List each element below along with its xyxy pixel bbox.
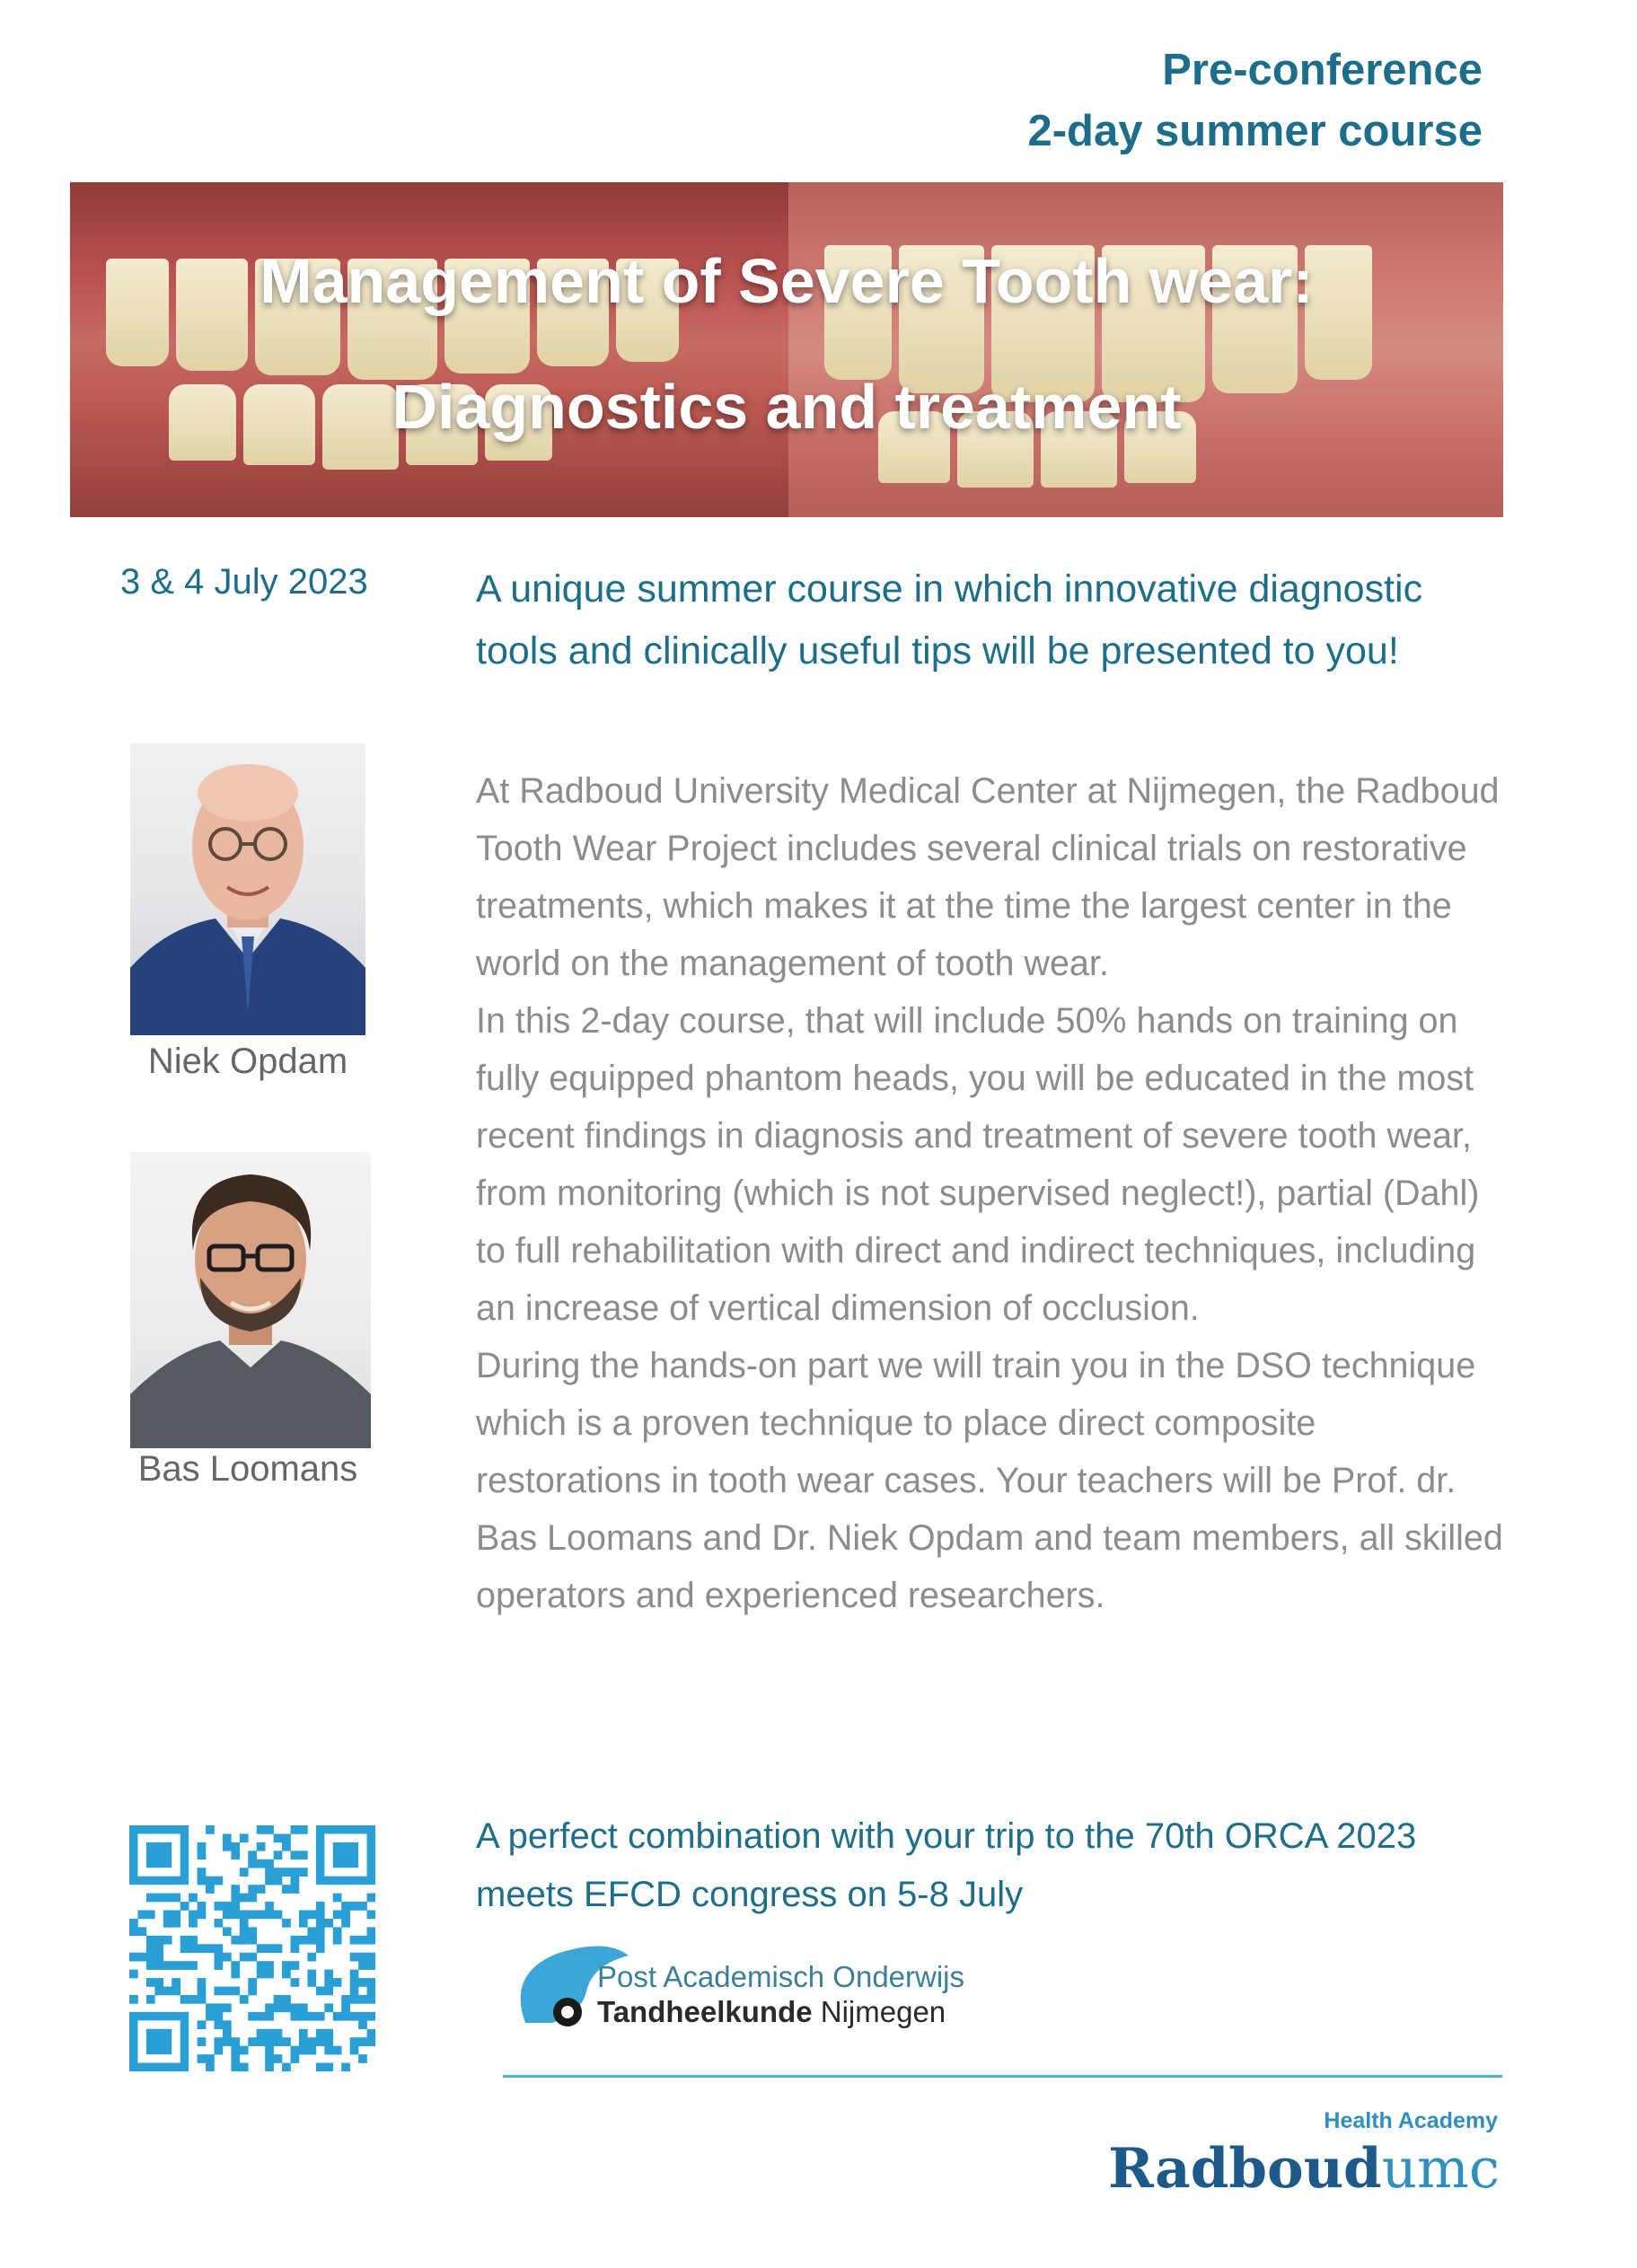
poa-logo-line2 <box>597 1995 946 2029</box>
description-paragraph-2: In this 2-day course, that will include 50% hands on training on fully equipped phantom heads, you will be educated in the most recent findings in diagnosis and treatment of severe tooth wear, from monitoring (which is not supervised neglect!), partial (Dahl) to full rehabilitation with direct and indirect techniques, including an increase of vertical dimension of occlusion. <box>476 1001 1480 1328</box>
banner-title-line1: Management of Severe Tooth wear: <box>260 246 1314 316</box>
speaker-name-bas-loomans: Bas Loomans <box>137 1449 358 1489</box>
umc-wordmark: umc <box>1381 2137 1500 2201</box>
course-date: 3 & 4 July 2023 <box>120 562 368 602</box>
poa-logo-tandheelkunde: Tandheelkunde <box>597 1995 813 2028</box>
banner-title-line2: Diagnostics and treatment <box>392 372 1182 442</box>
speaker-name-niek-opdam: Niek Opdam <box>147 1042 348 1081</box>
portrait-illustration <box>130 743 365 1035</box>
health-academy-label: Health Academy <box>1324 2108 1498 2133</box>
summer-course-label: 2-day summer course <box>1027 107 1483 155</box>
course-description <box>476 762 1509 1624</box>
course-type-heading <box>1027 40 1483 162</box>
lead-intro: A unique summer course in which innovative diagnostic tools and clinically useful tips will be presented to you! <box>476 567 1423 672</box>
qr-code-graphic <box>129 1825 375 2071</box>
divider-line <box>503 2075 1502 2078</box>
banner-teeth-image <box>70 182 1503 517</box>
speaker-photo-niek-opdam <box>130 743 365 1035</box>
radboud-wordmark: Radboud <box>1108 2137 1382 2201</box>
description-paragraph-1: At Radboud University Medical Center at Nijmegen, the Radboud Tooth Wear Project includes several clinical trials on restorative treatments, which makes it at the time the largest center in the world on the management of tooth wear. <box>476 771 1500 983</box>
closing-statement: A perfect combination with your trip to the 70th ORCA 2023 meets EFCD congress on 5-8 July <box>476 1816 1417 1914</box>
speaker-photo-bas-loomans <box>130 1152 371 1448</box>
radboudumc-logo <box>1108 2137 1500 2201</box>
pre-conference-label: Pre-conference <box>1162 46 1483 94</box>
qr-code[interactable] <box>129 1825 375 2071</box>
description-paragraph-3: During the hands-on part we will train you in the DSO technique which is a proven technique to place direct composite restorations in tooth wear cases. Your teachers will be Prof. dr. Bas Loomans and Dr. Niek Opdam and team members, all skilled operators and experienced researchers. <box>476 1346 1503 1615</box>
poa-logo-line1: Post Academisch Onderwijs <box>597 1960 965 1993</box>
portrait-illustration <box>130 1152 371 1448</box>
poa-logo-nijmegen: Nijmegen <box>812 1995 946 2028</box>
